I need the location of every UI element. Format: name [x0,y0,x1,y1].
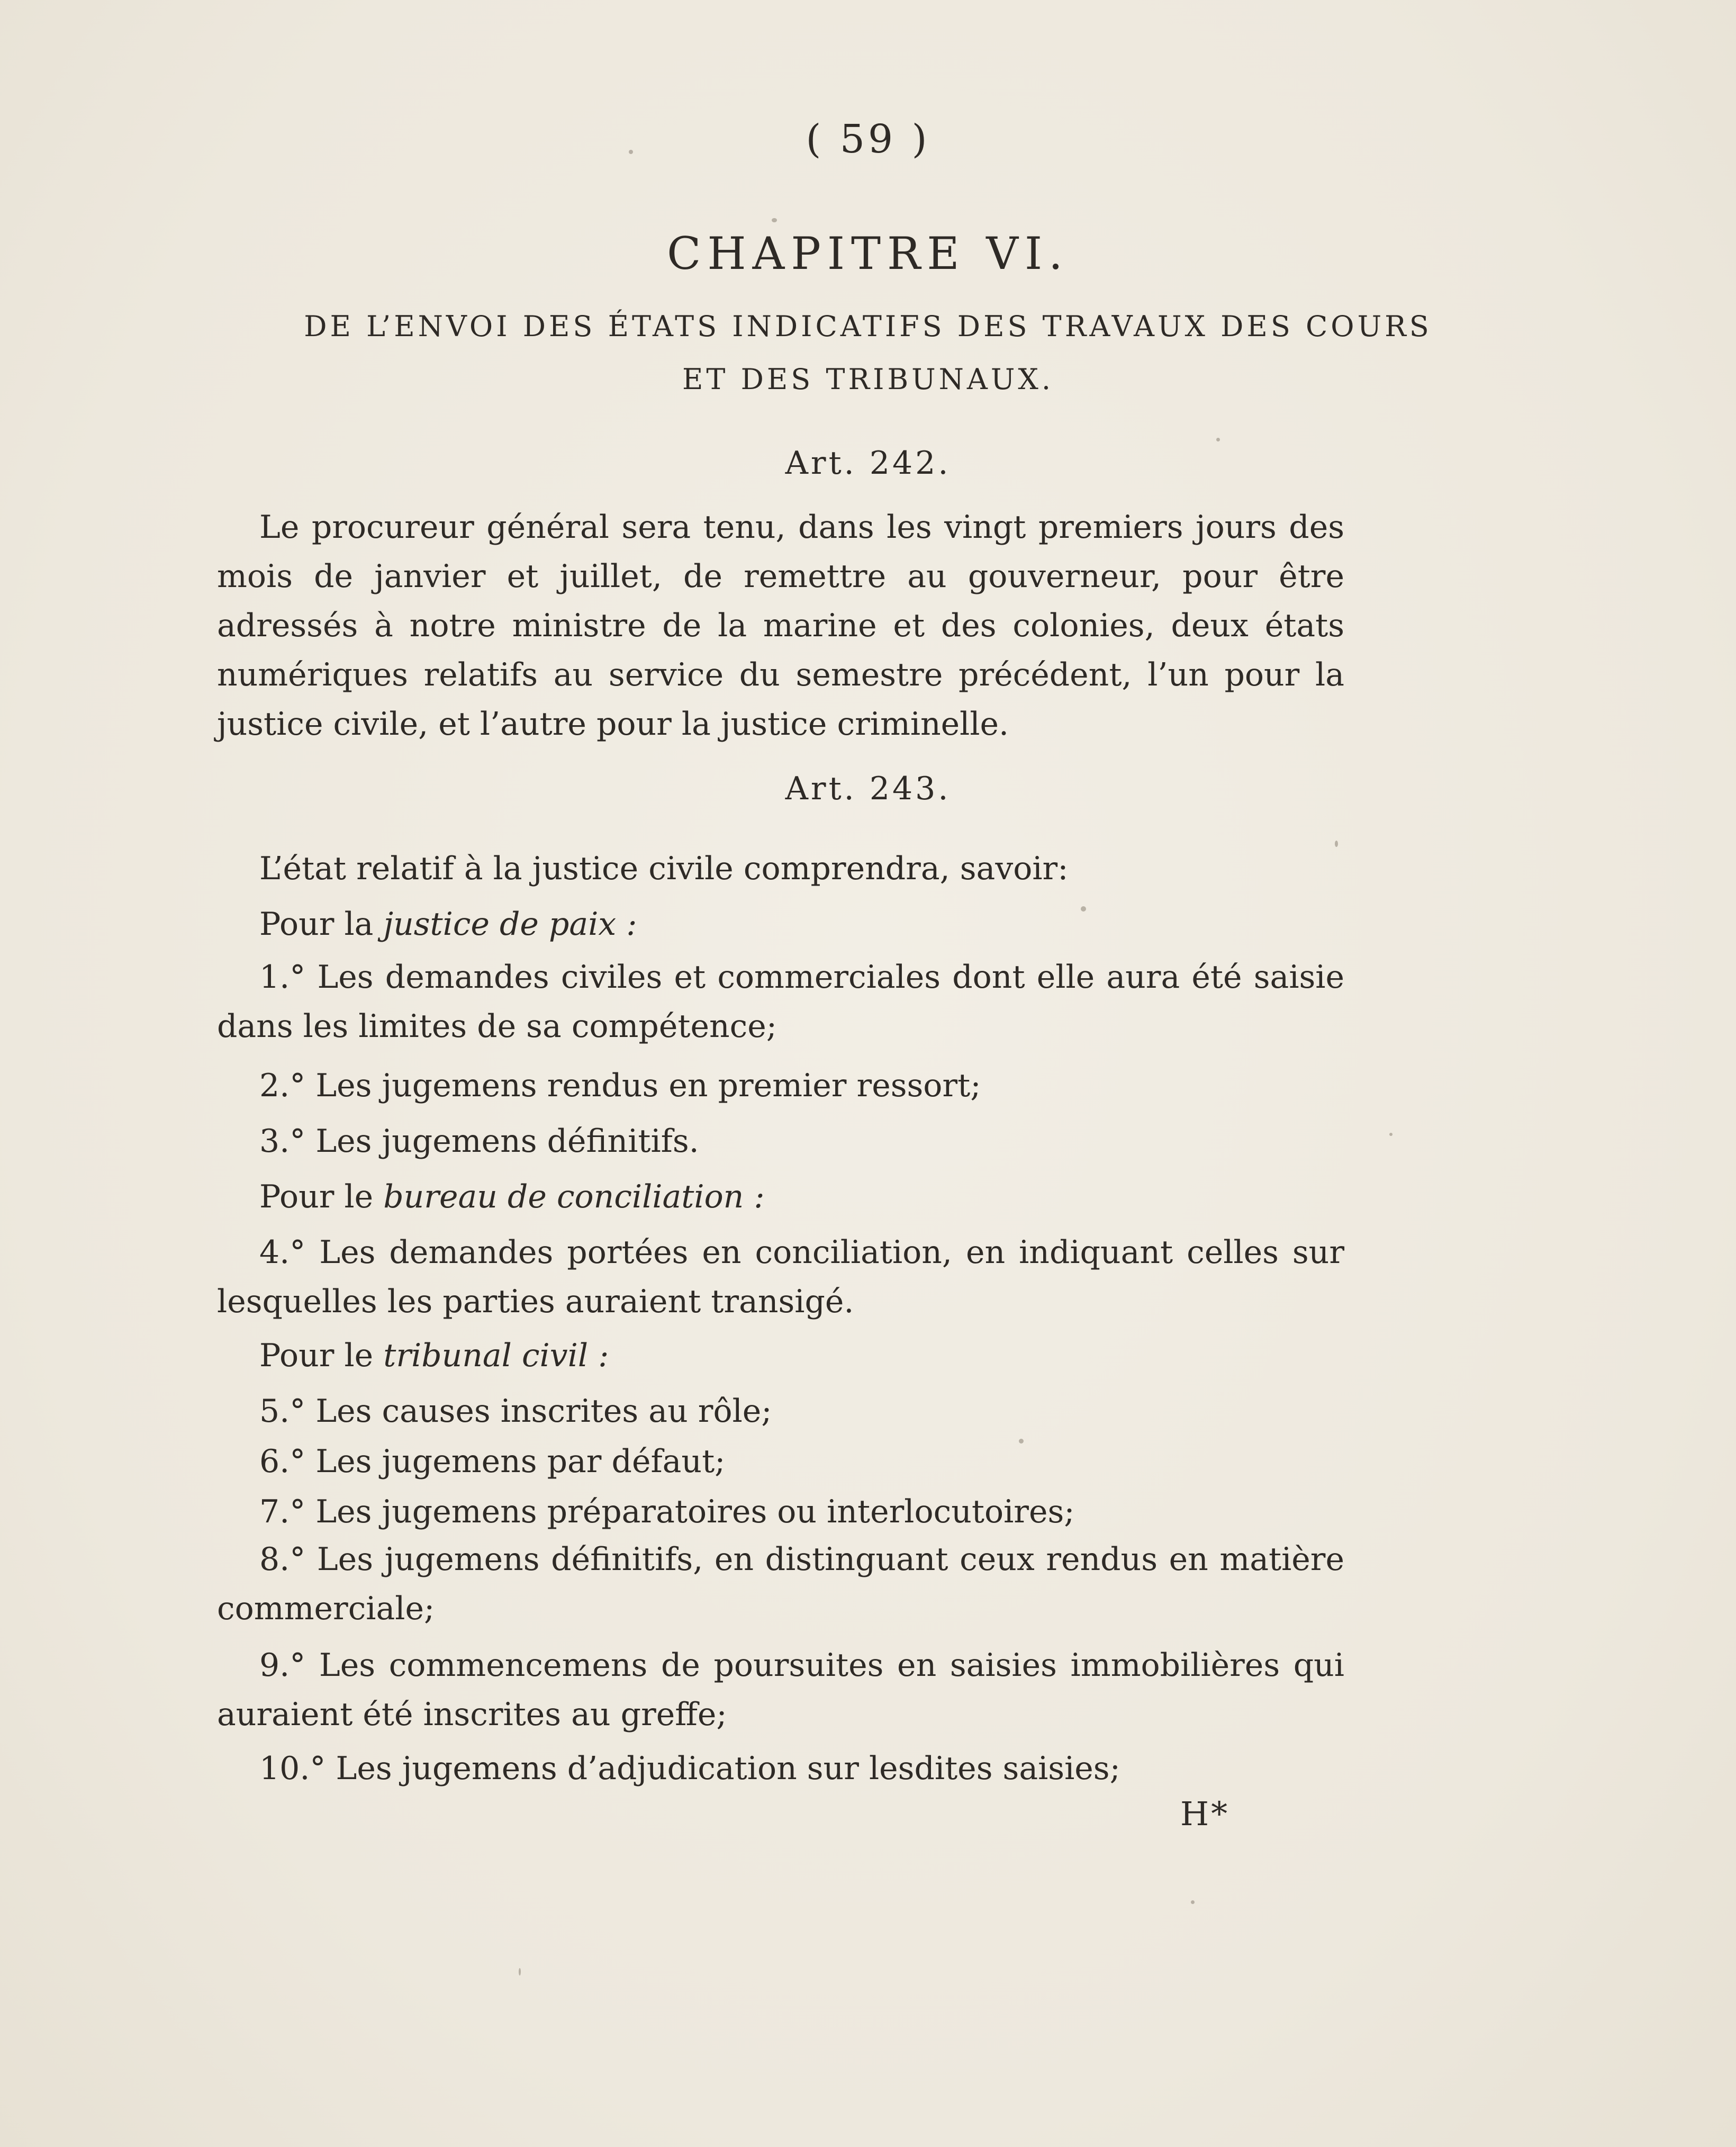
paper-speck [629,150,633,154]
section-name: tribunal civil : [383,1337,609,1374]
article-243-heading: Art. 243. [785,770,951,807]
paper-speck [1335,841,1338,847]
section-justice-de-paix [217,900,1344,949]
signature-mark: H* [1180,1794,1230,1833]
chapter-subtitle-line-1: DE L’ENVOI DES ÉTATS INDICATIFS DES TRAVAUX DES COURS [304,310,1432,343]
list-item-6: 6.° Les jugemens par défaut; [259,1443,726,1480]
paper-speck [1081,906,1086,912]
list-item-10: 10.° Les jugemens d’adjudication sur lesdites saisies; [259,1750,1120,1787]
section-prefix: Pour le [259,1178,384,1215]
paper-speck [1191,1900,1195,1904]
section-bureau-de-conciliation [217,1172,1344,1222]
section-tribunal-civil [217,1331,1344,1381]
chapter-subtitle-line-2: ET DES TRIBUNAUX. [682,363,1054,396]
list-item-9: 9.° Les commencemens de poursuites en saisies immobilières qui auraient été inscrites au greffe; [217,1647,1344,1733]
paper-speck [772,218,777,222]
section-name: bureau de conciliation : [383,1178,765,1215]
section-prefix: Pour le [259,1337,384,1374]
section-prefix: Pour la [259,906,384,943]
list-item-8: 8.° Les jugemens définitifs, en distinguant ceux rendus en matière commerciale; [217,1541,1344,1627]
article-242-text: Le procureur général sera tenu, dans les vingt premiers jours des mois de janvier et juillet, de remettre au gouverneur, pour être adressés à notre ministre de la marine et des colonies, deux états numériques relatifs au service du semestre précédent, l’un pour la justice civile, et l’autre pour la justice criminelle. [217,509,1344,743]
chapter-title: CHAPITRE VI. [667,228,1069,279]
page-number: ( 59 ) [806,116,930,162]
list-item-1: 1.° Les demandes civiles et commerciales dont elle aura été saisie dans les limites de sa compétence; [217,959,1344,1045]
list-item-4: 4.° Les demandes portées en conciliation, en indiquant celles sur lesquelles les parties auraient transigé. [217,1234,1344,1320]
paper-speck [1216,438,1220,441]
section-name: justice de paix : [383,906,637,943]
paper-speck [1019,1439,1024,1444]
list-item-3: 3.° Les jugemens définitifs. [259,1123,699,1160]
paper-speck [519,1968,521,1975]
list-item-2: 2.° Les jugemens rendus en premier ressort; [259,1067,981,1104]
list-item-7: 7.° Les jugemens préparatoires ou interlocutoires; [259,1493,1075,1530]
paper-speck [1389,1133,1393,1136]
article-242-heading: Art. 242. [785,445,951,482]
article-243-intro: L’état relatif à la justice civile comprendra, savoir: [259,850,1069,887]
list-item-5: 5.° Les causes inscrites au rôle; [259,1393,772,1430]
